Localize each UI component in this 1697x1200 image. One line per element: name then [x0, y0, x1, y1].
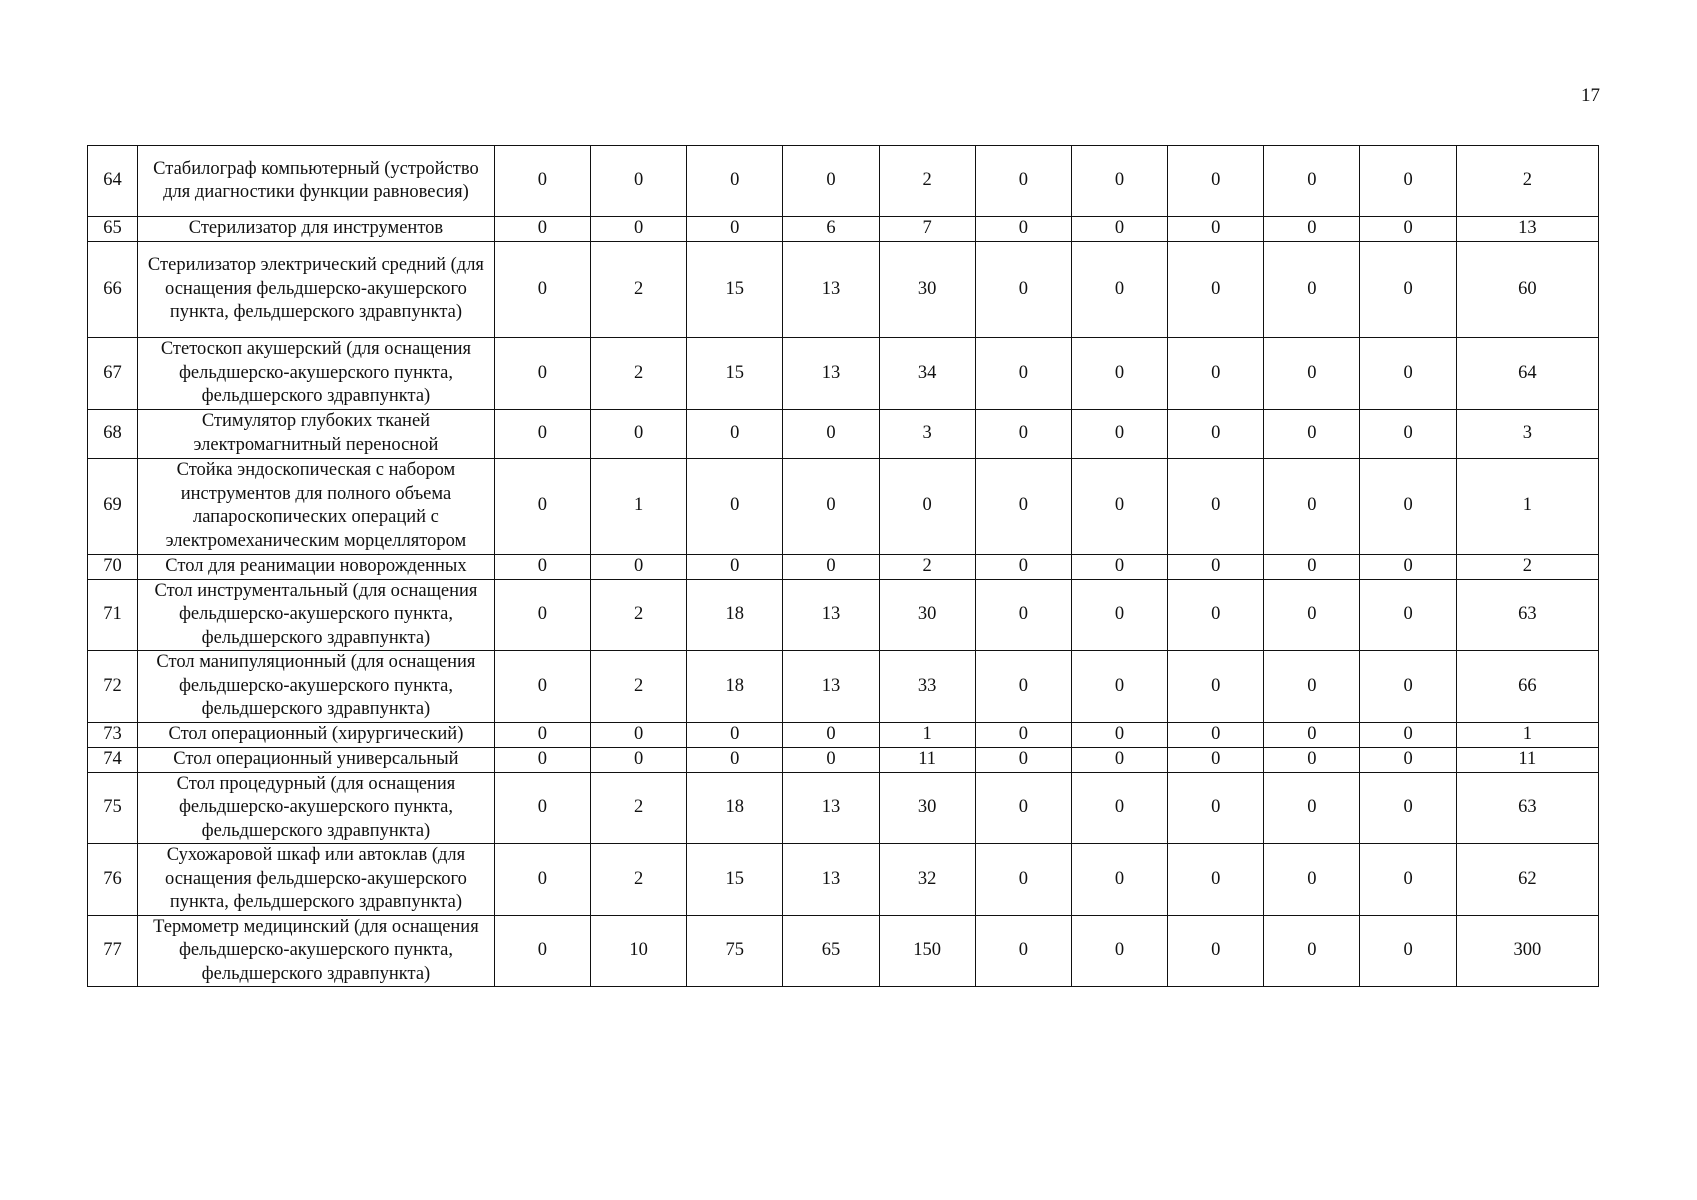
row-number-cell: 76	[88, 844, 138, 916]
table-row	[88, 554, 1599, 579]
quantity-cell: 13	[783, 338, 879, 410]
item-name-cell: Стол операционный (хирургический)	[138, 722, 495, 747]
total-cell: 2	[1456, 554, 1598, 579]
quantity-cell: 0	[590, 747, 686, 772]
quantity-cell: 0	[494, 217, 590, 242]
quantity-cell: 2	[590, 338, 686, 410]
quantity-cell: 0	[1264, 915, 1360, 987]
row-number-cell: 67	[88, 338, 138, 410]
quantity-cell: 0	[975, 242, 1071, 338]
quantity-cell: 0	[783, 409, 879, 458]
quantity-cell: 2	[590, 844, 686, 916]
quantity-cell: 33	[879, 651, 975, 723]
quantity-cell: 0	[687, 146, 783, 217]
row-number-cell: 70	[88, 554, 138, 579]
quantity-cell: 0	[494, 554, 590, 579]
quantity-cell: 0	[1264, 338, 1360, 410]
quantity-cell: 18	[687, 772, 783, 844]
quantity-cell: 0	[1360, 338, 1456, 410]
item-name-cell: Стимулятор глубоких тканей электромагнитный переносной	[138, 409, 495, 458]
table-row	[88, 338, 1599, 410]
quantity-cell: 13	[783, 772, 879, 844]
quantity-cell: 18	[687, 651, 783, 723]
quantity-cell: 0	[1360, 579, 1456, 651]
quantity-cell: 0	[1071, 772, 1167, 844]
total-cell: 66	[1456, 651, 1598, 723]
quantity-cell: 0	[494, 579, 590, 651]
quantity-cell: 0	[1264, 722, 1360, 747]
quantity-cell: 0	[1264, 409, 1360, 458]
quantity-cell: 15	[687, 338, 783, 410]
quantity-cell: 1	[879, 722, 975, 747]
quantity-cell: 0	[1168, 844, 1264, 916]
quantity-cell: 0	[687, 458, 783, 554]
item-name-cell: Стойка эндоскопическая с набором инструментов для полного объема лапароскопических операций с электромеханическим морцеллятором	[138, 458, 495, 554]
table-row	[88, 915, 1599, 987]
quantity-cell: 0	[1264, 844, 1360, 916]
quantity-cell: 0	[1071, 579, 1167, 651]
quantity-cell: 0	[494, 747, 590, 772]
quantity-cell: 0	[1071, 338, 1167, 410]
total-cell: 300	[1456, 915, 1598, 987]
quantity-cell: 13	[783, 242, 879, 338]
quantity-cell: 0	[494, 915, 590, 987]
quantity-cell: 2	[590, 579, 686, 651]
quantity-cell: 30	[879, 242, 975, 338]
quantity-cell: 0	[494, 242, 590, 338]
quantity-cell: 65	[783, 915, 879, 987]
table-row	[88, 579, 1599, 651]
total-cell: 63	[1456, 579, 1598, 651]
quantity-cell: 0	[1168, 242, 1264, 338]
quantity-cell: 0	[1360, 722, 1456, 747]
table-row	[88, 146, 1599, 217]
quantity-cell: 0	[1264, 146, 1360, 217]
total-cell: 3	[1456, 409, 1598, 458]
quantity-cell: 0	[1168, 722, 1264, 747]
item-name-cell: Стерилизатор для инструментов	[138, 217, 495, 242]
quantity-cell: 0	[1168, 579, 1264, 651]
quantity-cell: 0	[590, 554, 686, 579]
quantity-cell: 13	[783, 579, 879, 651]
item-name-cell: Стол для реанимации новорожденных	[138, 554, 495, 579]
item-name-cell: Стабилограф компьютерный (устройство для диагностики функции равновесия)	[138, 146, 495, 217]
total-cell: 62	[1456, 844, 1598, 916]
quantity-cell: 0	[590, 722, 686, 747]
quantity-cell: 0	[687, 409, 783, 458]
quantity-cell: 13	[783, 844, 879, 916]
row-number-cell: 71	[88, 579, 138, 651]
quantity-cell: 0	[494, 844, 590, 916]
total-cell: 63	[1456, 772, 1598, 844]
quantity-cell: 0	[1264, 217, 1360, 242]
quantity-cell: 0	[1264, 651, 1360, 723]
quantity-cell: 0	[783, 722, 879, 747]
total-cell: 1	[1456, 722, 1598, 747]
quantity-cell: 0	[1071, 722, 1167, 747]
quantity-cell: 0	[1264, 772, 1360, 844]
quantity-cell: 0	[1071, 146, 1167, 217]
quantity-cell: 0	[1071, 747, 1167, 772]
quantity-cell: 0	[1071, 844, 1167, 916]
quantity-cell: 10	[590, 915, 686, 987]
quantity-cell: 13	[783, 651, 879, 723]
quantity-cell: 0	[494, 772, 590, 844]
quantity-cell: 0	[1071, 242, 1167, 338]
quantity-cell: 0	[1360, 458, 1456, 554]
quantity-cell: 0	[975, 338, 1071, 410]
table-row	[88, 242, 1599, 338]
quantity-cell: 0	[783, 146, 879, 217]
quantity-cell: 0	[590, 146, 686, 217]
quantity-cell: 0	[1360, 651, 1456, 723]
quantity-cell: 0	[590, 409, 686, 458]
quantity-cell: 0	[1071, 915, 1167, 987]
quantity-cell: 0	[975, 458, 1071, 554]
quantity-cell: 2	[879, 146, 975, 217]
quantity-cell: 0	[1071, 651, 1167, 723]
quantity-cell: 0	[975, 554, 1071, 579]
quantity-cell: 0	[975, 217, 1071, 242]
quantity-cell: 0	[687, 217, 783, 242]
quantity-cell: 0	[1360, 772, 1456, 844]
quantity-cell: 0	[494, 338, 590, 410]
quantity-cell: 0	[783, 458, 879, 554]
quantity-cell: 0	[687, 554, 783, 579]
row-number-cell: 77	[88, 915, 138, 987]
item-name-cell: Стерилизатор электрический средний (для оснащения фельдшерско-акушерского пункта, фельдшерского здравпункта)	[138, 242, 495, 338]
quantity-cell: 6	[783, 217, 879, 242]
quantity-cell: 0	[975, 579, 1071, 651]
quantity-cell: 0	[494, 458, 590, 554]
total-cell: 64	[1456, 338, 1598, 410]
quantity-cell: 0	[687, 722, 783, 747]
quantity-cell: 0	[1360, 747, 1456, 772]
quantity-cell: 11	[879, 747, 975, 772]
item-name-cell: Стетоскоп акушерский (для оснащения фельдшерско-акушерского пункта, фельдшерского здравпункта)	[138, 338, 495, 410]
quantity-cell: 0	[975, 409, 1071, 458]
quantity-cell: 2	[879, 554, 975, 579]
total-cell: 11	[1456, 747, 1598, 772]
page-number: 17	[1581, 85, 1600, 106]
quantity-cell: 0	[1360, 915, 1456, 987]
quantity-cell: 0	[783, 554, 879, 579]
row-number-cell: 65	[88, 217, 138, 242]
quantity-cell: 0	[494, 146, 590, 217]
quantity-cell: 0	[1168, 772, 1264, 844]
total-cell: 60	[1456, 242, 1598, 338]
table-row	[88, 409, 1599, 458]
quantity-cell: 34	[879, 338, 975, 410]
total-cell: 13	[1456, 217, 1598, 242]
quantity-cell: 0	[1360, 242, 1456, 338]
quantity-cell: 0	[975, 844, 1071, 916]
quantity-cell: 0	[1360, 409, 1456, 458]
quantity-cell: 0	[1168, 146, 1264, 217]
quantity-cell: 0	[1071, 458, 1167, 554]
row-number-cell: 64	[88, 146, 138, 217]
quantity-cell: 150	[879, 915, 975, 987]
table-row	[88, 651, 1599, 723]
quantity-cell: 15	[687, 242, 783, 338]
quantity-cell: 2	[590, 651, 686, 723]
row-number-cell: 66	[88, 242, 138, 338]
row-number-cell: 74	[88, 747, 138, 772]
quantity-cell: 0	[1168, 747, 1264, 772]
quantity-cell: 0	[975, 772, 1071, 844]
item-name-cell: Стол операционный универсальный	[138, 747, 495, 772]
quantity-cell: 0	[494, 722, 590, 747]
item-name-cell: Стол инструментальный (для оснащения фельдшерско-акушерского пункта, фельдшерского здравпункта)	[138, 579, 495, 651]
quantity-cell: 0	[1168, 217, 1264, 242]
total-cell: 1	[1456, 458, 1598, 554]
quantity-cell: 0	[975, 146, 1071, 217]
table-row	[88, 722, 1599, 747]
quantity-cell: 7	[879, 217, 975, 242]
quantity-cell: 15	[687, 844, 783, 916]
quantity-cell: 0	[975, 747, 1071, 772]
quantity-cell: 1	[590, 458, 686, 554]
table-row	[88, 772, 1599, 844]
row-number-cell: 68	[88, 409, 138, 458]
quantity-cell: 0	[975, 915, 1071, 987]
quantity-cell: 0	[975, 722, 1071, 747]
quantity-cell: 0	[1071, 217, 1167, 242]
row-number-cell: 75	[88, 772, 138, 844]
row-number-cell: 72	[88, 651, 138, 723]
quantity-cell: 30	[879, 579, 975, 651]
quantity-cell: 0	[687, 747, 783, 772]
quantity-cell: 2	[590, 242, 686, 338]
quantity-cell: 0	[1360, 217, 1456, 242]
quantity-cell: 0	[1168, 554, 1264, 579]
quantity-cell: 0	[879, 458, 975, 554]
quantity-cell: 0	[1264, 747, 1360, 772]
quantity-cell: 0	[783, 747, 879, 772]
quantity-cell: 0	[1168, 409, 1264, 458]
item-name-cell: Термометр медицинский (для оснащения фельдшерско-акушерского пункта, фельдшерского здравпункта)	[138, 915, 495, 987]
total-cell: 2	[1456, 146, 1598, 217]
item-name-cell: Сухожаровой шкаф или автоклав (для оснащения фельдшерско-акушерского пункта, фельдшерского здравпункта)	[138, 844, 495, 916]
table-body	[88, 146, 1599, 987]
quantity-cell: 2	[590, 772, 686, 844]
item-name-cell: Стол манипуляционный (для оснащения фельдшерско-акушерского пункта, фельдшерского здравпункта)	[138, 651, 495, 723]
quantity-cell: 0	[1168, 651, 1264, 723]
quantity-cell: 0	[1168, 338, 1264, 410]
quantity-cell: 3	[879, 409, 975, 458]
quantity-cell: 0	[1168, 458, 1264, 554]
quantity-cell: 0	[494, 409, 590, 458]
quantity-cell: 0	[1264, 554, 1360, 579]
quantity-cell: 0	[1071, 409, 1167, 458]
table-row	[88, 458, 1599, 554]
quantity-cell: 0	[975, 651, 1071, 723]
quantity-cell: 0	[1264, 242, 1360, 338]
quantity-cell: 18	[687, 579, 783, 651]
quantity-cell: 32	[879, 844, 975, 916]
table-row	[88, 747, 1599, 772]
quantity-cell: 0	[1264, 579, 1360, 651]
table-row	[88, 844, 1599, 916]
quantity-cell: 0	[1360, 146, 1456, 217]
quantity-cell: 0	[1360, 554, 1456, 579]
equipment-table	[87, 145, 1599, 987]
table-row	[88, 217, 1599, 242]
quantity-cell: 75	[687, 915, 783, 987]
quantity-cell: 0	[1071, 554, 1167, 579]
row-number-cell: 73	[88, 722, 138, 747]
quantity-cell: 0	[1168, 915, 1264, 987]
quantity-cell: 0	[494, 651, 590, 723]
row-number-cell: 69	[88, 458, 138, 554]
quantity-cell: 30	[879, 772, 975, 844]
item-name-cell: Стол процедурный (для оснащения фельдшерско-акушерского пункта, фельдшерского здравпункта)	[138, 772, 495, 844]
quantity-cell: 0	[590, 217, 686, 242]
quantity-cell: 0	[1360, 844, 1456, 916]
quantity-cell: 0	[1264, 458, 1360, 554]
